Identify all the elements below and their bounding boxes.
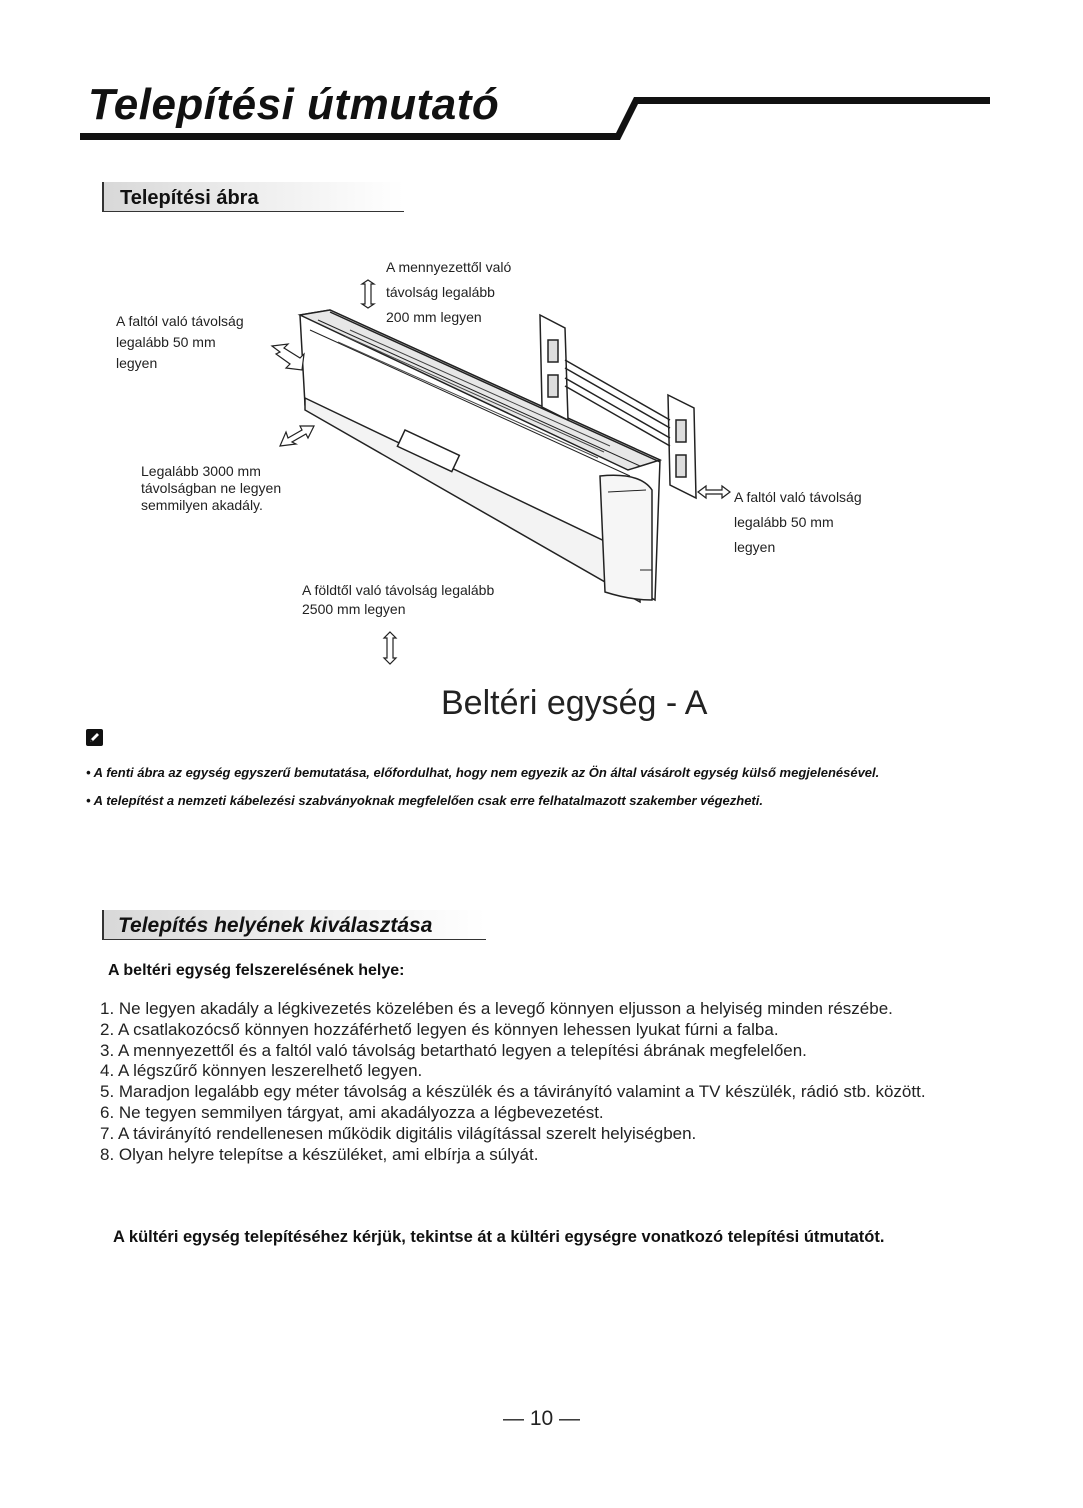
label-line: A faltól való távolság bbox=[734, 489, 862, 505]
label-line: távolságban ne legyen bbox=[141, 480, 282, 496]
label-floor-clearance bbox=[302, 581, 494, 619]
installation-diagram bbox=[0, 240, 1083, 680]
page-title: Telepítési útmutató bbox=[88, 80, 500, 129]
list-item: 6. Ne tegyen semmilyen tárgyat, ami akadályozza a légbevezetést. bbox=[100, 1102, 604, 1122]
label-line: semmilyen akadály. bbox=[141, 497, 263, 513]
label-line: legyen bbox=[116, 355, 158, 371]
list-item: 5. Maradjon legalább egy méter távolság a készülék és a távirányító valamint a TV készülék, rádió stb. között. bbox=[100, 1082, 926, 1102]
section-title-diagram: Telepítési ábra bbox=[120, 187, 259, 209]
label-line: A földtől való távolság legalább bbox=[302, 582, 495, 598]
label-line: legalább 50 mm bbox=[734, 514, 834, 530]
label-line: legalább 50 mm bbox=[116, 334, 216, 350]
indoor-unit-illustration bbox=[300, 310, 660, 602]
page-number: — 10 — bbox=[503, 1407, 581, 1430]
list-item: 4. A légszűrő könnyen leszerelhető legyen. bbox=[100, 1061, 423, 1081]
subsection-title: A beltéri egység felszerelésének helye: bbox=[108, 962, 405, 979]
list-item: 1. Ne legyen akadály a légkivezetés közelében és a levegő könnyen eljusson a helyiség minden részébe. bbox=[100, 999, 893, 1018]
list-item: 2. A csatlakozócső könnyen hozzáférhető legyen és könnyen lehessen lyukat fúrni a falba. bbox=[100, 1019, 779, 1039]
title-rule bbox=[0, 0, 1083, 150]
list-item: 8. Olyan helyre telepítse a készüléket, ami elbírja a súlyát. bbox=[100, 1144, 539, 1164]
label-left-wall-clearance bbox=[116, 311, 244, 374]
label-line: A faltól való távolság bbox=[116, 313, 244, 329]
requirements-list bbox=[100, 999, 926, 1165]
label-ceiling-clearance bbox=[386, 255, 511, 330]
note-line-2: • A telepítést a nemzeti kábelezési szabványoknak megfelelően csak erre felhatalmazott szakember végezheti. bbox=[86, 793, 763, 808]
label-front-clearance bbox=[141, 463, 281, 514]
label-line: 200 mm legyen bbox=[386, 309, 482, 325]
note-pencil-icon bbox=[86, 729, 103, 746]
label-line: távolság legalább bbox=[386, 284, 495, 300]
list-item: 7. A távirányító rendellenesen működik digitális világítással szerelt helyiségben. bbox=[100, 1123, 697, 1143]
label-line: legyen bbox=[734, 539, 776, 555]
outdoor-unit-note: A kültéri egység telepítéséhez kérjük, tekintse át a kültéri egységre vonatkozó telepítési útmutatót. bbox=[113, 1228, 885, 1246]
note-line-1: • A fenti ábra az egység egyszerű bemutatása, előfordulhat, hogy nem egyezik az Ön által vásárolt egység külső megjelenésével. bbox=[86, 765, 880, 780]
label-line: A mennyezettől való bbox=[386, 259, 512, 275]
section-title-location: Telepítés helyének kiválasztása bbox=[118, 914, 433, 937]
label-line: 2500 mm legyen bbox=[302, 601, 406, 617]
label-right-wall-clearance bbox=[734, 485, 862, 560]
list-item: 3. A mennyezettől és a faltól való távolság betartható legyen a telepítési ábrának megfelelően. bbox=[100, 1040, 807, 1060]
label-line: Legalább 3000 mm bbox=[141, 463, 261, 479]
diagram-caption: Beltéri egység - A bbox=[441, 684, 708, 722]
